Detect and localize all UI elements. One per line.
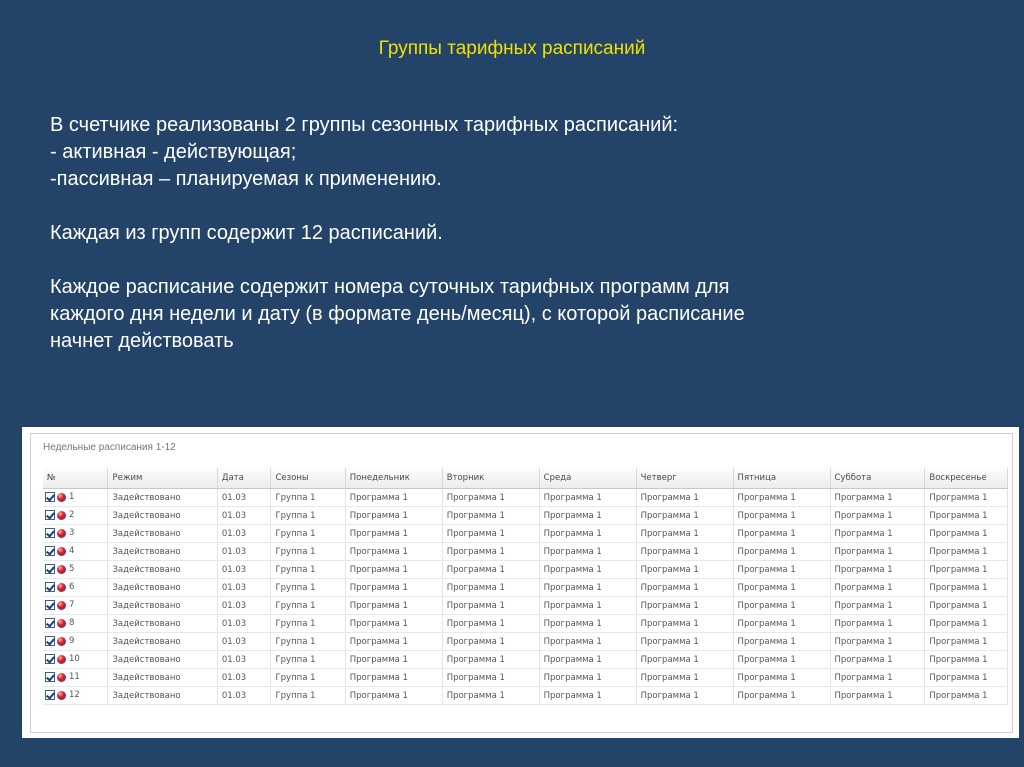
cell-season[interactable]: Группа 1	[271, 525, 345, 543]
cell-mode[interactable]: Задействовано	[108, 633, 217, 651]
cell-sun[interactable]: Программа 1	[925, 489, 1008, 507]
enabled-checkbox[interactable]	[45, 636, 55, 646]
enabled-checkbox[interactable]	[45, 672, 55, 682]
cell-tue[interactable]: Программа 1	[442, 489, 539, 507]
cell-fri[interactable]: Программа 1	[733, 543, 830, 561]
cell-mode[interactable]: Задействовано	[108, 561, 217, 579]
body-line: Каждая из групп содержит 12 расписаний.	[50, 222, 443, 244]
cell-mode[interactable]: Задействовано	[108, 525, 217, 543]
row-number: 4	[69, 546, 75, 557]
cell-sun[interactable]: Программа 1	[925, 507, 1008, 525]
cell-mon[interactable]: Программа 1	[345, 507, 442, 525]
cell-sat[interactable]: Программа 1	[830, 615, 925, 633]
cell-wed[interactable]: Программа 1	[539, 597, 636, 615]
row-number: 7	[69, 600, 75, 611]
cell-mon[interactable]: Программа 1	[345, 633, 442, 651]
row-number-cell	[43, 615, 108, 633]
row-number-cell	[43, 507, 108, 525]
cell-date[interactable]: 01.03	[217, 561, 271, 579]
cell-mon[interactable]: Программа 1	[345, 651, 442, 669]
row-number: 1	[69, 492, 75, 503]
cell-thu[interactable]: Программа 1	[636, 669, 733, 687]
row-number: 11	[69, 672, 80, 683]
enabled-checkbox[interactable]	[45, 600, 55, 610]
cell-season[interactable]: Группа 1	[271, 543, 345, 561]
column-header[interactable]: Четверг	[636, 468, 733, 489]
row-number: 8	[69, 618, 75, 629]
cell-season[interactable]: Группа 1	[271, 507, 345, 525]
row-number-cell	[43, 561, 108, 579]
cell-tue[interactable]: Программа 1	[442, 543, 539, 561]
status-ball-icon	[57, 547, 66, 556]
row-number-cell	[43, 687, 108, 705]
cell-thu[interactable]: Программа 1	[636, 561, 733, 579]
cell-wed[interactable]: Программа 1	[539, 525, 636, 543]
cell-fri[interactable]: Программа 1	[733, 489, 830, 507]
row-number: 6	[69, 582, 75, 593]
cell-wed[interactable]: Программа 1	[539, 615, 636, 633]
cell-sat[interactable]: Программа 1	[830, 687, 925, 705]
row-number: 10	[69, 654, 80, 665]
cell-date[interactable]: 01.03	[217, 543, 271, 561]
cell-date[interactable]: 01.03	[217, 525, 271, 543]
cell-thu[interactable]: Программа 1	[636, 615, 733, 633]
row-number-cell	[43, 669, 108, 687]
row-number-cell	[43, 597, 108, 615]
cell-tue[interactable]: Программа 1	[442, 687, 539, 705]
cell-wed[interactable]: Программа 1	[539, 489, 636, 507]
row-number-cell	[43, 633, 108, 651]
column-header[interactable]: №	[43, 468, 108, 489]
cell-tue[interactable]: Программа 1	[442, 597, 539, 615]
cell-mode[interactable]: Задействовано	[108, 543, 217, 561]
table-row[interactable]	[43, 489, 1008, 507]
column-header[interactable]: Вторник	[442, 468, 539, 489]
row-number-cell	[43, 543, 108, 561]
cell-sat[interactable]: Программа 1	[830, 669, 925, 687]
row-number-cell	[43, 525, 108, 543]
row-number-cell	[43, 489, 108, 507]
column-header[interactable]: Пятница	[733, 468, 830, 489]
cell-season[interactable]: Группа 1	[271, 579, 345, 597]
spacer	[50, 247, 990, 274]
cell-sat[interactable]: Программа 1	[830, 543, 925, 561]
cell-sat[interactable]: Программа 1	[830, 579, 925, 597]
status-ball-icon	[57, 637, 66, 646]
cell-fri[interactable]: Программа 1	[733, 633, 830, 651]
cell-wed[interactable]: Программа 1	[539, 651, 636, 669]
body-line: начнет действовать	[50, 330, 234, 352]
column-header[interactable]: Понедельник	[345, 468, 442, 489]
enabled-checkbox[interactable]	[45, 510, 55, 520]
status-ball-icon	[57, 673, 66, 682]
row-number-cell	[43, 651, 108, 669]
cell-date[interactable]: 01.03	[217, 633, 271, 651]
cell-season[interactable]: Группа 1	[271, 561, 345, 579]
cell-mon[interactable]: Программа 1	[345, 597, 442, 615]
enabled-checkbox[interactable]	[45, 618, 55, 628]
status-ball-icon	[57, 601, 66, 610]
enabled-checkbox[interactable]	[45, 654, 55, 664]
cell-mode[interactable]: Задействовано	[108, 597, 217, 615]
cell-wed[interactable]: Программа 1	[539, 507, 636, 525]
body-line: - активная - действующая;	[50, 141, 297, 163]
spacer	[50, 193, 990, 220]
status-ball-icon	[57, 655, 66, 664]
cell-season[interactable]: Группа 1	[271, 687, 345, 705]
cell-date[interactable]: 01.03	[217, 507, 271, 525]
cell-tue[interactable]: Программа 1	[442, 651, 539, 669]
schedule-panel	[30, 433, 1013, 733]
cell-wed[interactable]: Программа 1	[539, 633, 636, 651]
cell-sun[interactable]: Программа 1	[925, 669, 1008, 687]
cell-sat[interactable]: Программа 1	[830, 651, 925, 669]
enabled-checkbox[interactable]	[45, 690, 55, 700]
enabled-checkbox[interactable]	[45, 564, 55, 574]
cell-thu[interactable]: Программа 1	[636, 633, 733, 651]
table-row[interactable]	[43, 561, 1008, 579]
cell-sat[interactable]: Программа 1	[830, 597, 925, 615]
cell-thu[interactable]: Программа 1	[636, 579, 733, 597]
cell-wed[interactable]: Программа 1	[539, 543, 636, 561]
cell-tue[interactable]: Программа 1	[442, 579, 539, 597]
cell-tue[interactable]: Программа 1	[442, 525, 539, 543]
table-row[interactable]	[43, 579, 1008, 597]
column-header[interactable]: Дата	[217, 468, 271, 489]
cell-sat[interactable]: Программа 1	[830, 561, 925, 579]
table-row[interactable]	[43, 687, 1008, 705]
cell-mon[interactable]: Программа 1	[345, 687, 442, 705]
cell-date[interactable]: 01.03	[217, 489, 271, 507]
cell-sat[interactable]: Программа 1	[830, 507, 925, 525]
cell-mon[interactable]: Программа 1	[345, 561, 442, 579]
status-ball-icon	[57, 583, 66, 592]
table-row[interactable]	[43, 525, 1008, 543]
cell-date[interactable]: 01.03	[217, 615, 271, 633]
cell-date[interactable]: 01.03	[217, 687, 271, 705]
cell-sun[interactable]: Программа 1	[925, 633, 1008, 651]
column-header[interactable]: Сезоны	[271, 468, 345, 489]
column-header[interactable]: Режим	[108, 468, 217, 489]
cell-fri[interactable]: Программа 1	[733, 651, 830, 669]
cell-mode[interactable]: Задействовано	[108, 651, 217, 669]
cell-tue[interactable]: Программа 1	[442, 561, 539, 579]
cell-tue[interactable]: Программа 1	[442, 615, 539, 633]
enabled-checkbox[interactable]	[45, 582, 55, 592]
row-number: 3	[69, 528, 75, 539]
cell-season[interactable]: Группа 1	[271, 489, 345, 507]
cell-fri[interactable]: Программа 1	[733, 597, 830, 615]
cell-mode[interactable]: Задействовано	[108, 489, 217, 507]
body-line: В счетчике реализованы 2 группы сезонных тарифных расписаний:	[50, 114, 679, 136]
cell-sun[interactable]: Программа 1	[925, 579, 1008, 597]
cell-season[interactable]: Группа 1	[271, 597, 345, 615]
cell-sat[interactable]: Программа 1	[830, 633, 925, 651]
body-line: Каждое расписание содержит номера суточных тарифных программ для	[50, 276, 730, 298]
cell-thu[interactable]: Программа 1	[636, 543, 733, 561]
status-ball-icon	[57, 619, 66, 628]
slide-body	[50, 112, 990, 355]
slide-title: Группы тарифных расписаний	[378, 38, 646, 59]
status-ball-icon	[57, 493, 66, 502]
cell-date[interactable]: 01.03	[217, 651, 271, 669]
cell-tue[interactable]: Программа 1	[442, 507, 539, 525]
cell-sun[interactable]: Программа 1	[925, 561, 1008, 579]
enabled-checkbox[interactable]	[45, 528, 55, 538]
cell-mode[interactable]: Задействовано	[108, 669, 217, 687]
schedule-table	[43, 468, 1008, 705]
cell-season[interactable]: Группа 1	[271, 615, 345, 633]
cell-fri[interactable]: Программа 1	[733, 615, 830, 633]
cell-mon[interactable]: Программа 1	[345, 669, 442, 687]
cell-fri[interactable]: Программа 1	[733, 525, 830, 543]
column-header[interactable]: Суббота	[830, 468, 925, 489]
cell-fri[interactable]: Программа 1	[733, 507, 830, 525]
cell-sat[interactable]: Программа 1	[830, 489, 925, 507]
cell-thu[interactable]: Программа 1	[636, 507, 733, 525]
cell-wed[interactable]: Программа 1	[539, 561, 636, 579]
status-ball-icon	[57, 691, 66, 700]
cell-sun[interactable]: Программа 1	[925, 597, 1008, 615]
row-number: 2	[69, 510, 75, 521]
table-row[interactable]	[43, 615, 1008, 633]
cell-wed[interactable]: Программа 1	[539, 687, 636, 705]
table-row[interactable]	[43, 651, 1008, 669]
cell-mon[interactable]: Программа 1	[345, 525, 442, 543]
cell-sat[interactable]: Программа 1	[830, 525, 925, 543]
cell-date[interactable]: 01.03	[217, 597, 271, 615]
table-row[interactable]	[43, 507, 1008, 525]
cell-date[interactable]: 01.03	[217, 669, 271, 687]
table-row[interactable]	[43, 597, 1008, 615]
table-header-row	[43, 468, 1008, 489]
cell-thu[interactable]: Программа 1	[636, 687, 733, 705]
cell-mon[interactable]: Программа 1	[345, 543, 442, 561]
cell-thu[interactable]: Программа 1	[636, 597, 733, 615]
row-number-cell	[43, 579, 108, 597]
cell-sun[interactable]: Программа 1	[925, 543, 1008, 561]
body-line: -пассивная – планируемая к применению.	[50, 168, 442, 190]
cell-sun[interactable]: Программа 1	[925, 525, 1008, 543]
column-header[interactable]: Среда	[539, 468, 636, 489]
cell-season[interactable]: Группа 1	[271, 669, 345, 687]
status-ball-icon	[57, 511, 66, 520]
table-row[interactable]	[43, 543, 1008, 561]
cell-fri[interactable]: Программа 1	[733, 561, 830, 579]
row-number: 12	[69, 690, 80, 701]
panel-caption: Недельные расписания 1-12	[43, 442, 176, 453]
cell-tue[interactable]: Программа 1	[442, 669, 539, 687]
status-ball-icon	[57, 565, 66, 574]
cell-wed[interactable]: Программа 1	[539, 669, 636, 687]
cell-sun[interactable]: Программа 1	[925, 615, 1008, 633]
cell-mode[interactable]: Задействовано	[108, 507, 217, 525]
cell-date[interactable]: 01.03	[217, 579, 271, 597]
cell-fri[interactable]: Программа 1	[733, 669, 830, 687]
cell-sun[interactable]: Программа 1	[925, 651, 1008, 669]
row-number: 9	[69, 636, 75, 647]
cell-mon[interactable]: Программа 1	[345, 579, 442, 597]
enabled-checkbox[interactable]	[45, 492, 55, 502]
row-number: 5	[69, 564, 75, 575]
column-header[interactable]: Воскресенье	[925, 468, 1008, 489]
cell-season[interactable]: Группа 1	[271, 651, 345, 669]
schedule-screenshot	[22, 427, 1019, 738]
cell-tue[interactable]: Программа 1	[442, 633, 539, 651]
cell-season[interactable]: Группа 1	[271, 633, 345, 651]
status-ball-icon	[57, 529, 66, 538]
table-row[interactable]	[43, 669, 1008, 687]
cell-sun[interactable]: Программа 1	[925, 687, 1008, 705]
cell-mode[interactable]: Задействовано	[108, 579, 217, 597]
cell-mon[interactable]: Программа 1	[345, 615, 442, 633]
cell-thu[interactable]: Программа 1	[636, 651, 733, 669]
cell-mode[interactable]: Задействовано	[108, 615, 217, 633]
enabled-checkbox[interactable]	[45, 546, 55, 556]
cell-thu[interactable]: Программа 1	[636, 489, 733, 507]
cell-thu[interactable]: Программа 1	[636, 525, 733, 543]
cell-fri[interactable]: Программа 1	[733, 687, 830, 705]
body-line: каждого дня недели и дату (в формате день/месяц), с которой расписание	[50, 303, 745, 325]
cell-mode[interactable]: Задействовано	[108, 687, 217, 705]
table-row[interactable]	[43, 633, 1008, 651]
cell-wed[interactable]: Программа 1	[539, 579, 636, 597]
cell-mon[interactable]: Программа 1	[345, 489, 442, 507]
cell-fri[interactable]: Программа 1	[733, 579, 830, 597]
